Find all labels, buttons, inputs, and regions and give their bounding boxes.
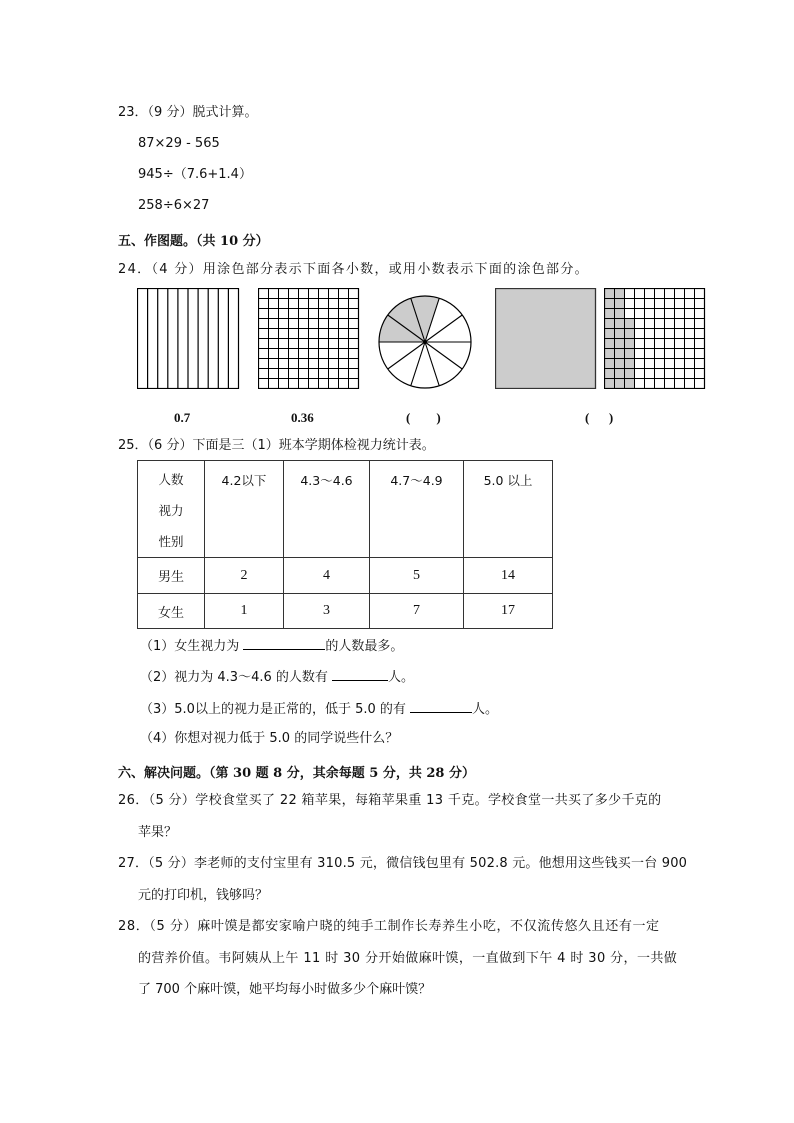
section-5-title: 五、作图题。（共 10 分） (118, 234, 269, 249)
corner-label-count: 人数 (158, 472, 184, 487)
q28-line-1: 28．（5 分）麻叶馍是都安家喻户晓的纯手工制作长寿养生小吃，不仅流传悠久且还有一定 (118, 919, 660, 934)
q25-sub-1: （1）女生视力为 的人数最多。 (140, 639, 404, 654)
table-cell: 2 (205, 558, 284, 594)
q25-sub-2: （2）视力为 4.3～4.6 的人数有 人。 (140, 670, 415, 685)
q25-sub-3: （3）5.0以上的视力是正常的，低于 5.0 的有 人。 (140, 702, 499, 717)
vision-statistics-table (137, 460, 553, 629)
table-row (138, 558, 553, 594)
section-6-title: 六、解决问题。（第 30 题 8 分，其余每题 5 分，共 28 分） (118, 766, 475, 781)
answer-blank-1[interactable] (243, 637, 325, 650)
corner-label-vision: 视力 (158, 503, 184, 518)
q25-sub-4: （4）你想对视力低于 5.0 的同学说些什么？ (140, 731, 399, 746)
answer-blank-3[interactable] (410, 700, 472, 713)
table-header-cell: 4.2以下 (205, 461, 284, 558)
figure-shaded-grid[interactable] (604, 288, 706, 389)
q23-title: 23．（9 分）脱式计算。 (118, 105, 258, 120)
figure-label-1: 0.7 (174, 410, 191, 425)
figure-label-3-answer-blank[interactable]: ( ) (406, 410, 441, 425)
figure-label-5-answer-blank[interactable]: ( ) (585, 410, 614, 425)
figure-full-square[interactable] (495, 288, 597, 389)
table-cell: 7 (370, 594, 464, 629)
figure-label-2: 0.36 (291, 410, 314, 425)
table-cell: 14 (464, 558, 553, 594)
table-header-cell: 4.3～4.6 (284, 461, 370, 558)
table-cell: 17 (464, 594, 553, 629)
q26-line-2: 苹果？ (138, 825, 178, 840)
table-cell: 3 (284, 594, 370, 629)
table-header-row (138, 461, 553, 558)
q27-line-2: 元的打印机，钱够吗？ (138, 888, 269, 903)
table-row (138, 594, 553, 629)
table-corner-cell (138, 461, 205, 558)
q28-line-3: 了 700 个麻叶馍，她平均每小时做多少个麻叶馍？ (138, 982, 432, 997)
answer-blank-2[interactable] (332, 668, 388, 681)
row-label-girls: 女生 (138, 594, 205, 629)
q25-title: 25．（6 分）下面是三（1）班本学期体检视力统计表。 (118, 438, 435, 453)
table-header-cell: 5.0 以上 (464, 461, 553, 558)
table-header-cell: 4.7～4.9 (370, 461, 464, 558)
q24-title: 24．（4 分）用涂色部分表示下面各小数，或用小数表示下面的涂色部分。 (118, 262, 589, 277)
q28-line-2: 的营养价值。韦阿姨从上午 11 时 30 分开始做麻叶馍，一直做到下午 4 时 30 分，一共做 (138, 951, 678, 966)
row-label-boys: 男生 (138, 558, 205, 594)
q23-expression-3: 258÷6×27 (138, 198, 210, 213)
corner-label-gender: 性别 (158, 534, 184, 549)
figure-tenths-strips[interactable] (137, 288, 240, 389)
figure-circle-sectors[interactable] (377, 294, 473, 390)
table-cell: 4 (284, 558, 370, 594)
q23-expression-1: 87×29 - 565 (138, 136, 220, 151)
q26-line-1: 26．（5 分）学校食堂买了 22 箱苹果，每箱苹果重 13 千克。学校食堂一共买了多少千克的 (118, 793, 662, 808)
figure-hundredths-grid[interactable] (258, 288, 360, 389)
q27-line-1: 27．（5 分）李老师的支付宝里有 310.5 元，微信钱包里有 502.8 元。他想用这些钱买一台 900 (118, 856, 688, 871)
q23-expression-2: 945÷（7.6+1.4） (138, 167, 252, 182)
table-cell: 5 (370, 558, 464, 594)
table-cell: 1 (205, 594, 284, 629)
